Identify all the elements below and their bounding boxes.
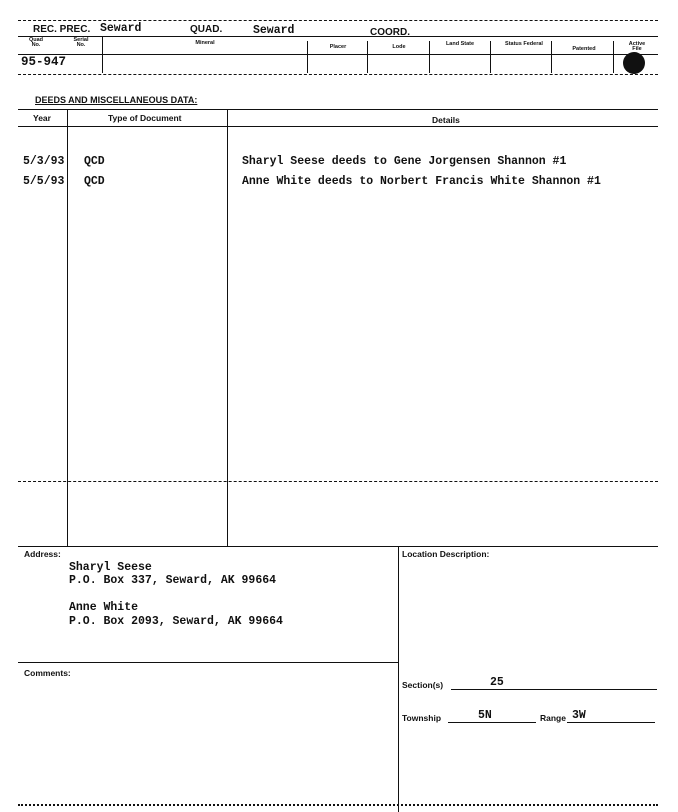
address-name: Sharyl Seese [69,561,152,574]
land-state-label: Land State [445,41,475,47]
quad-no-label: Quad No. [28,37,44,48]
coord-label: COORD. [370,27,410,38]
record-number: 95-947 [21,55,67,69]
section-underline [451,689,657,690]
deed-type: QCD [84,155,105,168]
active-file-mark [623,52,645,74]
header-divider [613,41,614,73]
deed-year: 5/3/93 [23,155,65,168]
township-underline [448,722,536,723]
header-divider [102,37,103,73]
address-bottom-rule [18,662,398,663]
patented-label: Patented [572,46,596,52]
deeds-top-rule [18,109,658,110]
rec-prec-value: Seward [100,22,142,35]
mineral-label: Mineral [195,40,215,46]
header-rule-1 [18,36,658,37]
quad-value: Seward [253,24,295,37]
header-divider [429,41,430,73]
placer-label: Placer [329,44,347,50]
col-details-header: Details [432,115,460,125]
status-federal-label: Status Federal [505,41,543,47]
header-divider [307,41,308,73]
address-label: Address: [24,549,61,559]
serial-no-label: Serial No. [73,37,89,48]
range-label: Range [540,713,566,723]
section-value: 25 [490,676,504,689]
quad-label: QUAD. [190,24,223,35]
township-value: 5N [478,709,492,722]
comments-label: Comments: [24,668,71,678]
lower-center-divider [398,547,399,812]
address-street: P.O. Box 2093, Seward, AK 99664 [69,615,283,628]
rec-prec-label: REC. PREC. [33,24,91,35]
deeds-header-rule [18,126,658,127]
header-bottom-dashed-line [18,74,658,75]
address-street: P.O. Box 337, Seward, AK 99664 [69,574,277,587]
lode-label: Lode [392,44,406,50]
col-year-header: Year [33,113,51,123]
deeds-section-title: DEEDS AND MISCELLANEOUS DATA: [35,95,198,105]
active-file-label: Active File [628,41,646,52]
header-divider [490,41,491,73]
deeds-dashed-divider [18,481,658,482]
col-type-header: Type of Document [108,113,182,123]
header-divider [551,41,552,73]
deed-details: Anne White deeds to Norbert Francis White Shannon #1 [242,175,601,188]
deeds-bottom-rule [18,546,658,547]
address-name: Anne White [69,601,139,614]
location-description-label: Location Description: [402,549,490,559]
range-underline [567,722,655,723]
deed-details: Sharyl Seese deeds to Gene Jorgensen Shannon #1 [242,155,567,168]
top-dashed-line [18,20,658,21]
header-rule-2 [18,54,658,55]
page-bottom-scan-edge [18,804,658,806]
township-label: Township [402,713,442,723]
header-divider [367,41,368,73]
deed-year: 5/5/93 [23,175,65,188]
deed-type: QCD [84,175,105,188]
range-value: 3W [572,709,586,722]
section-label: Section(s) [402,680,444,690]
